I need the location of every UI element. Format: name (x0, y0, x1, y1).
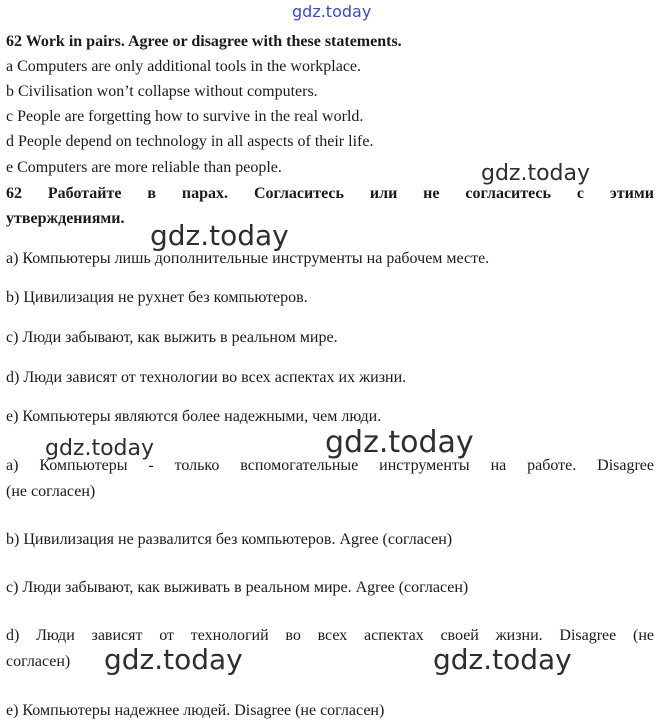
statement-b-en: b Civilisation won’t collapse without computers. (6, 83, 318, 100)
statement-a-en: a Computers are only additional tools in the workplace. (6, 58, 362, 75)
watermark: gdz.today (325, 425, 474, 460)
exercise-heading-en: 62 Work in pairs. Agree or disagree with these statements. (6, 33, 402, 50)
watermark: gdz.today (481, 161, 591, 186)
statement-d-ru: d) Люди зависят от технологии во всех аспектах их жизни. (6, 369, 407, 386)
watermark: gdz.today (104, 643, 243, 676)
answer-d: d) Люди зависят от технологий во всех аспектах своей жизни. Disagree (не (6, 627, 654, 644)
exercise-heading-ru: 62 Работайте в парах. Согласитесь или не согласитесь с этими (6, 185, 654, 202)
statement-b-ru: b) Цивилизация не рухнет без компьютеров. (6, 289, 308, 306)
statement-e-ru: e) Компьютеры являются более надежными, чем люди. (6, 408, 382, 425)
answer-c: c) Люди забывают, как выживать в реальном мире. Agree (согласен) (6, 579, 469, 596)
answer-b: b) Цивилизация не развалится без компьютеров. Agree (согласен) (6, 531, 453, 548)
statement-d-en: d People depend on technology in all aspects of their life. (6, 133, 374, 150)
watermark: gdz.today (45, 436, 155, 461)
statement-e-en: e Computers are more reliable than people. (6, 159, 282, 176)
watermark: gdz.today (433, 643, 572, 676)
statement-c-ru: c) Люди забывают, как выжить в реальном мире. (6, 329, 338, 346)
answer-d-cont: согласен) (6, 653, 71, 670)
answer-a-cont: (не согласен) (6, 483, 96, 500)
statement-a-ru: а) Компьютеры лишь дополнительные инструменты на рабочем месте. (6, 250, 490, 267)
answer-e: e) Компьютеры надежнее людей. Disagree (не согласен) (6, 702, 385, 719)
answer-a: а) Компьютеры - только вспомогательные инструменты на работе. Disagree (6, 457, 654, 474)
exercise-heading-ru-cont: утверждениями. (6, 210, 125, 227)
statement-c-en: c People are forgetting how to survive in the real world. (6, 108, 364, 125)
watermark-top: gdz.today (292, 2, 372, 21)
watermark: gdz.today (150, 219, 289, 252)
